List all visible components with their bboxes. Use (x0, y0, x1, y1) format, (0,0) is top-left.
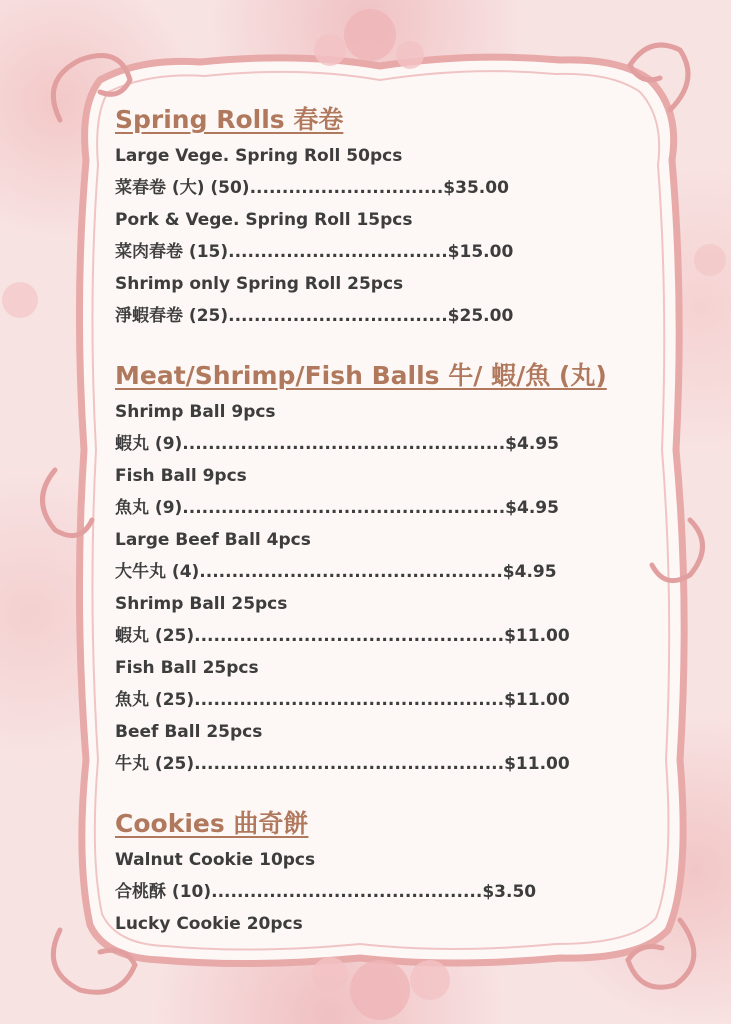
section-title: Meat/Shrimp/Fish Balls 牛/ 蝦/魚 (丸) (115, 361, 607, 390)
menu-content (115, 100, 655, 940)
item-price-line: 蝦丸 (9)..................................................$4.95 (115, 434, 559, 454)
item-name: Shrimp Ball 25pcs (115, 594, 288, 614)
item-name: Shrimp only Spring Roll 25pcs (115, 274, 404, 294)
item-name: Walnut Cookie 10pcs (115, 850, 316, 870)
item-name: Large Vege. Spring Roll 50pcs (115, 146, 403, 166)
rose-left (2, 282, 38, 318)
rose-top-small (314, 34, 346, 66)
item-price-line: 蝦丸 (25)................................................$11.00 (115, 626, 570, 646)
item-name: Pork & Vege. Spring Roll 15pcs (115, 210, 413, 230)
rose-top (344, 9, 396, 61)
item-price-line: 淨蝦春卷 (25)..................................$25.00 (115, 306, 514, 326)
section-balls (115, 356, 655, 780)
item-name: Fish Ball 9pcs (115, 466, 247, 486)
section-spacer (115, 332, 655, 356)
rose-bottom-small-2 (410, 960, 450, 1000)
section-cookies (115, 804, 655, 940)
item-price-line: 大牛丸 (4)...............................................$4.95 (115, 562, 557, 582)
item-name: Shrimp Ball 9pcs (115, 402, 276, 422)
section-title: Spring Rolls 春卷 (115, 105, 344, 134)
item-price-line: 魚丸 (9)..................................................$4.95 (115, 498, 559, 518)
section-title: Cookies 曲奇餅 (115, 809, 309, 838)
item-name: Fish Ball 25pcs (115, 658, 259, 678)
item-name: Beef Ball 25pcs (115, 722, 263, 742)
item-price-line: 菜肉春卷 (15)..................................$15.00 (115, 242, 514, 262)
section-spring-rolls (115, 100, 655, 332)
item-price-line: 牛丸 (25)................................................$11.00 (115, 754, 570, 774)
item-name: Large Beef Ball 4pcs (115, 530, 311, 550)
item-price-line: 菜春卷 (大) (50)..............................$35.00 (115, 178, 509, 198)
rose-bottom-small (312, 957, 348, 993)
item-price-line: 合桃酥 (10)..........................................$3.50 (115, 882, 537, 902)
rose-bottom (350, 960, 410, 1020)
section-spacer (115, 780, 655, 804)
item-name: Lucky Cookie 20pcs (115, 914, 303, 934)
rose-right (694, 244, 726, 276)
rose-top-small-2 (396, 41, 424, 69)
item-price-line: 魚丸 (25)................................................$11.00 (115, 690, 570, 710)
